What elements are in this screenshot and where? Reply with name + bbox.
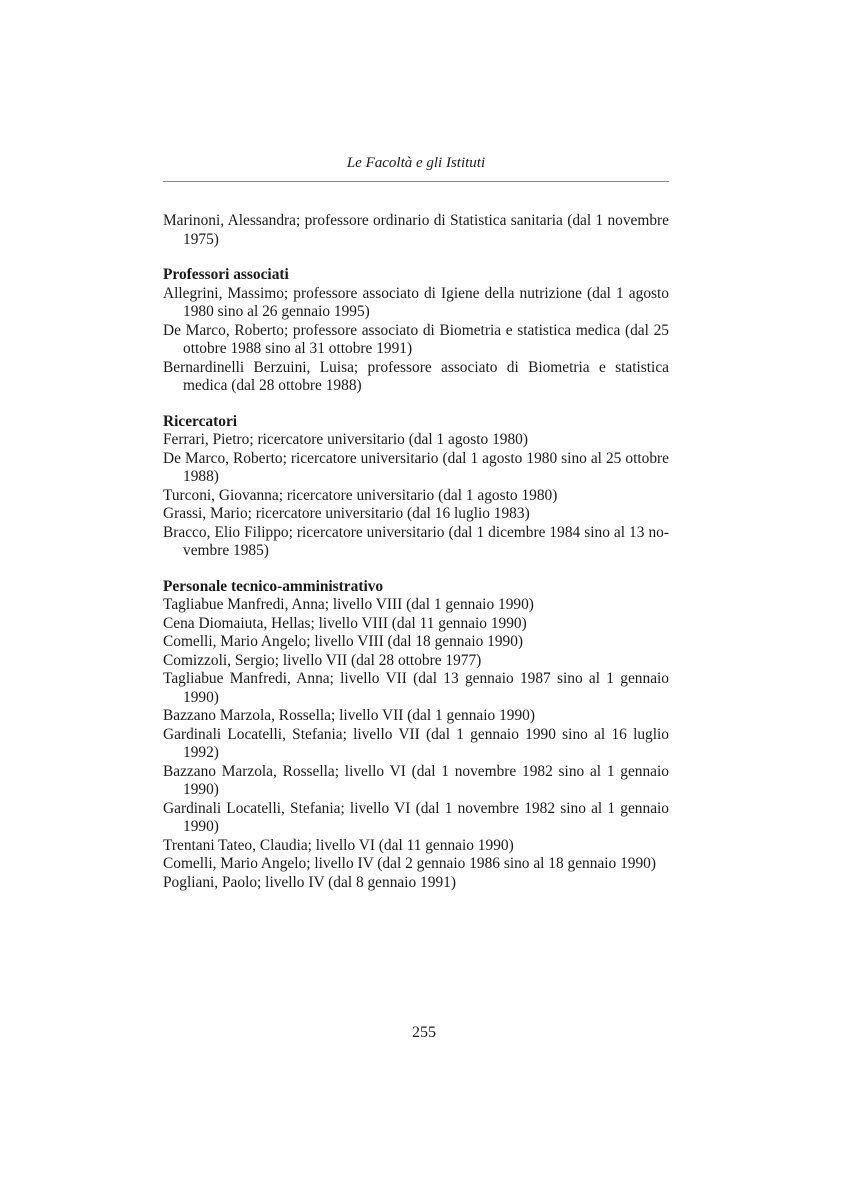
list-item: Tagliabue Manfredi, Anna; livello VIII (dal 1 gennaio 1990) xyxy=(163,596,534,613)
list-item: Trentani Tateo, Claudia; livello VI (dal 11 gennaio 1990) xyxy=(163,836,514,854)
list-item: De Marco, Roberto; professore associato di Biometria e statistica medica (dal 25 ottobre 1988 sino al 31 ottobre 1991) xyxy=(163,321,669,357)
list-item: Bazzano Marzola, Rossella; livello VII (dal 1 gennaio 1990) xyxy=(163,707,535,724)
section-ricercatori xyxy=(163,413,669,561)
list-item: Gardinali Locatelli, Stefania; livello VI (dal 1 novembre 1982 sino al 1 gennaio 1990) xyxy=(163,799,669,835)
section-personale-tecnico-amministrativo xyxy=(163,578,669,893)
list-item: Turconi, Giovanna; ricercatore universitario (dal 1 agosto 1980) xyxy=(163,486,558,504)
list-item: Allegrini, Massimo; professore associato di Igiene della nutrizione (dal 1 agosto 1980 sino al 26 gennaio 1995) xyxy=(163,284,669,320)
page-body xyxy=(163,212,669,892)
section-heading: Ricercatori xyxy=(163,412,238,430)
section-professori-associati xyxy=(163,266,669,396)
list-item: Bazzano Marzola, Rossella; livello VI (dal 1 novembre 1982 sino al 1 gennaio 1990) xyxy=(163,762,669,798)
section-heading: Personale tecnico-amministrativo xyxy=(163,577,384,595)
list-item: Ferrari, Pietro; ricercatore universitario (dal 1 agosto 1980) xyxy=(163,431,528,448)
list-item: Comelli, Mario Angelo; livello VIII (dal 18 gennaio 1990) xyxy=(163,633,524,650)
list-item: Comelli, Mario Angelo; livello IV (dal 2 gennaio 1986 sino al 18 gennaio 1990) xyxy=(163,855,656,872)
list-item: Tagliabue Manfredi, Anna; livello VII (dal 13 gennaio 1987 sino al 1 gennaio 1990) xyxy=(163,670,669,706)
list-item: Gardinali Locatelli, Stefania; livello VII (dal 1 gennaio 1990 sino al 16 luglio 1992) xyxy=(163,725,669,761)
list-item: De Marco, Roberto; ricercatore universitario (dal 1 agosto 1980 sino al 25 ottobre 1988) xyxy=(163,449,669,485)
list-item: Pogliani, Paolo; livello IV (dal 8 gennaio 1991) xyxy=(163,873,456,891)
list-item: Bracco, Elio Filippo; ricercatore universitario (dal 1 dicembre 1984 sino al 13 novembre 1985) xyxy=(163,523,669,559)
running-head: Le Facoltà e gli Istituti xyxy=(346,155,486,171)
list-item: Bernardinelli Berzuini, Luisa; professore associato di Biometria e statistica medica (dal 28 ottobre 1988) xyxy=(163,358,669,394)
list-item: Comizzoli, Sergio; livello VII (dal 28 ottobre 1977) xyxy=(163,651,482,669)
page-number: 255 xyxy=(412,1024,436,1041)
section-heading: Professori associati xyxy=(163,266,289,283)
intro-list xyxy=(163,212,669,249)
list-item: Marinoni, Alessandra; professore ordinario di Statistica sanitaria (dal 1 novembre 1975) xyxy=(163,212,669,248)
list-item: Cena Diomaiuta, Hellas; livello VIII (dal 11 gennaio 1990) xyxy=(163,614,527,632)
header-rule xyxy=(163,181,669,182)
list-item: Grassi, Mario; ricercatore universitario (dal 16 luglio 1983) xyxy=(163,505,530,522)
